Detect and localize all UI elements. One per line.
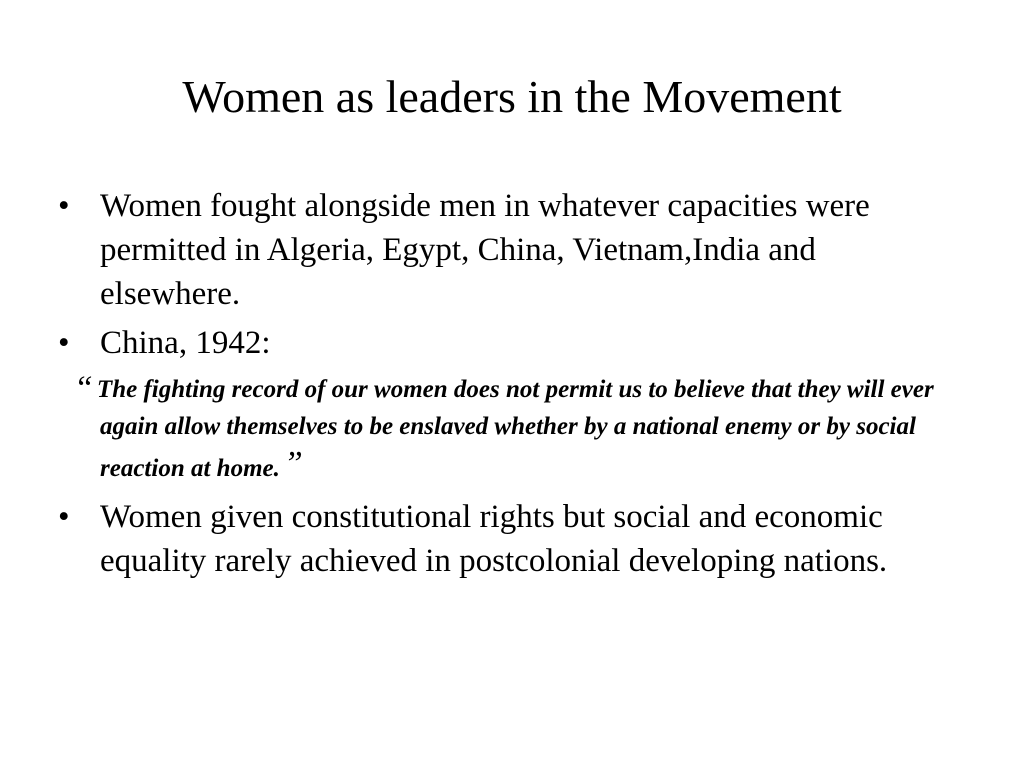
quote-block: [58, 370, 950, 487]
bullet-item-china-1942: [58, 321, 958, 365]
bullet-text: Women given constitutional rights but social and economic equality rarely achieved in postcolonial developing nations.: [100, 499, 888, 579]
bullet-icon: •: [58, 499, 70, 535]
bullet-item-women-fought: [58, 184, 958, 316]
quote-text: The fighting record of our women does not permit us to believe that they will ever again allow themselves to be enslaved whether by a national enemy or by social reaction at home.: [96, 376, 934, 482]
bullet-icon: •: [58, 325, 70, 361]
open-quote-mark: “: [74, 370, 93, 407]
bullet-text: China, 1942:: [100, 325, 271, 361]
slide-title: Women as leaders in the Movement: [182, 71, 842, 122]
bullet-icon: •: [58, 188, 70, 224]
bullet-item-constitutional-rights: [58, 495, 958, 583]
bullet-text: Women fought alongside men in whatever capacities were permitted in Algeria, Egypt, China, Vietnam,India and elsewhere.: [100, 188, 870, 312]
close-quote-mark: ”: [283, 445, 303, 482]
bullet-list: [58, 184, 958, 588]
